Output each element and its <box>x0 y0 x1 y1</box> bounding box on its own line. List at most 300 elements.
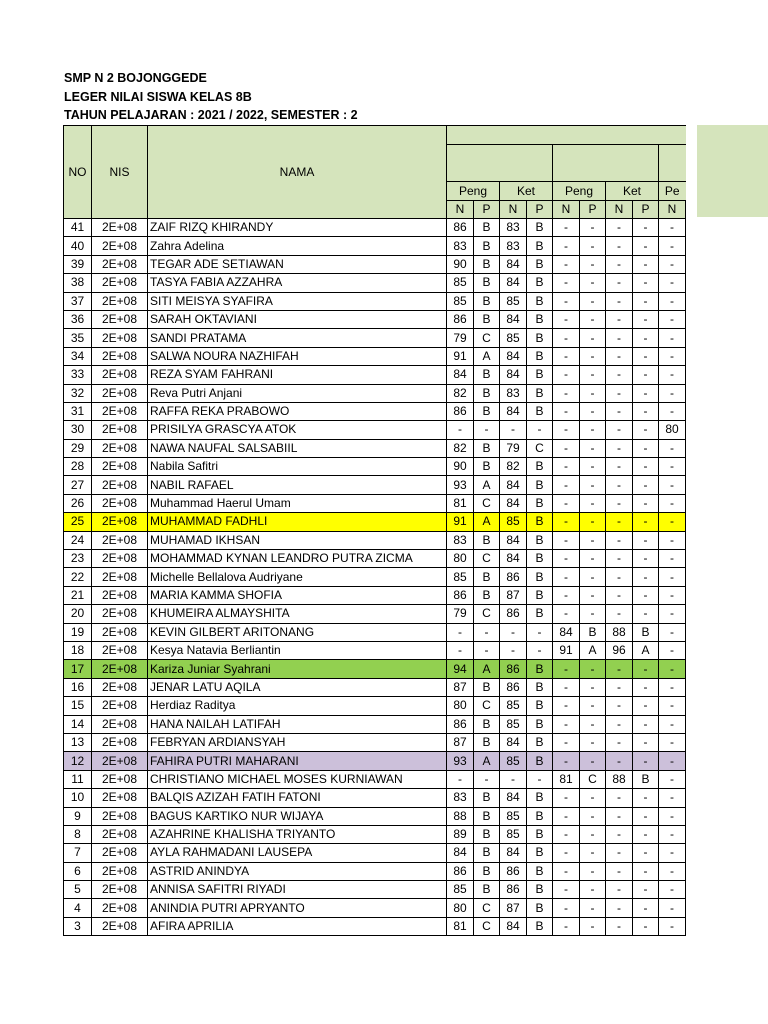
grade-cell: - <box>633 825 659 843</box>
table-row <box>64 789 686 807</box>
row-no: 36 <box>64 310 92 328</box>
row-no: 18 <box>64 641 92 659</box>
grade-cell: - <box>580 531 606 549</box>
grade-cell: - <box>580 513 606 531</box>
row-nama: Herdiaz Raditya <box>148 697 447 715</box>
grade-cell: - <box>606 697 633 715</box>
grade-cell: - <box>474 623 500 641</box>
grade-cell: B <box>527 513 553 531</box>
grade-cell: - <box>659 513 686 531</box>
grade-cell: - <box>606 550 633 568</box>
table-row <box>64 439 686 457</box>
grade-cell: 93 <box>447 752 474 770</box>
grade-cell: B <box>527 329 553 347</box>
grade-cell: 88 <box>606 770 633 788</box>
grade-cell: 84 <box>500 347 527 365</box>
grade-cell: B <box>527 844 553 862</box>
grade-cell: C <box>580 770 606 788</box>
grade-cell: - <box>606 476 633 494</box>
table-row <box>64 421 686 439</box>
grade-cell: - <box>633 844 659 862</box>
grade-cell: - <box>659 255 686 273</box>
grade-cell: 82 <box>447 439 474 457</box>
grade-cell: - <box>553 402 580 420</box>
row-no: 3 <box>64 917 92 935</box>
grade-cell: - <box>659 237 686 255</box>
grade-cell: 84 <box>553 623 580 641</box>
grade-cell: - <box>606 439 633 457</box>
grade-cell: 82 <box>447 384 474 402</box>
grade-cell: - <box>553 605 580 623</box>
grade-cell: 84 <box>500 255 527 273</box>
n-header: N <box>500 201 527 219</box>
table-row <box>64 568 686 586</box>
grade-cell: - <box>580 476 606 494</box>
row-nis: 2E+08 <box>92 844 148 862</box>
p-header: P <box>527 201 553 219</box>
grade-cell: B <box>527 219 553 237</box>
grade-cell: - <box>606 844 633 862</box>
row-no: 17 <box>64 660 92 678</box>
grade-cell: - <box>659 402 686 420</box>
grade-cell: - <box>606 678 633 696</box>
grade-cell: B <box>527 568 553 586</box>
grade-cell: - <box>580 825 606 843</box>
grade-cell: - <box>633 494 659 512</box>
row-nama: PRISILYA GRASCYA ATOK <box>148 421 447 439</box>
row-no: 39 <box>64 255 92 273</box>
grade-cell: - <box>659 715 686 733</box>
grade-cell: - <box>633 678 659 696</box>
grade-cell: 90 <box>447 255 474 273</box>
row-no: 32 <box>64 384 92 402</box>
grade-cell: 86 <box>500 678 527 696</box>
grade-cell: - <box>633 862 659 880</box>
row-no: 37 <box>64 292 92 310</box>
grade-cell: - <box>659 274 686 292</box>
grade-cell: B <box>527 605 553 623</box>
grade-cell: - <box>553 439 580 457</box>
grade-cell: B <box>527 402 553 420</box>
row-nama: BAGUS KARTIKO NUR WIJAYA <box>148 807 447 825</box>
grade-cell: - <box>659 623 686 641</box>
row-nis: 2E+08 <box>92 513 148 531</box>
grade-cell: - <box>553 274 580 292</box>
n-header: N <box>447 201 474 219</box>
grade-cell: A <box>474 476 500 494</box>
table-row <box>64 586 686 604</box>
row-nis: 2E+08 <box>92 255 148 273</box>
row-no: 33 <box>64 366 92 384</box>
table-row <box>64 237 686 255</box>
table-row <box>64 513 686 531</box>
grade-cell: B <box>474 678 500 696</box>
grade-cell: 79 <box>447 329 474 347</box>
grade-cell: - <box>580 494 606 512</box>
grade-cell: A <box>474 660 500 678</box>
grade-cell: - <box>606 329 633 347</box>
grade-cell: - <box>633 310 659 328</box>
row-nama: AFIRA APRILIA <box>148 917 447 935</box>
grade-cell: - <box>500 641 527 659</box>
grade-cell: - <box>633 476 659 494</box>
grade-cell: 90 <box>447 458 474 476</box>
grade-cell: - <box>553 219 580 237</box>
grade-cell: B <box>633 623 659 641</box>
grade-cell: - <box>606 807 633 825</box>
table-row <box>64 550 686 568</box>
grade-cell: - <box>633 458 659 476</box>
p-header: P <box>633 201 659 219</box>
grade-cell: 94 <box>447 660 474 678</box>
grade-cell: B <box>474 844 500 862</box>
grade-cell: 80 <box>447 899 474 917</box>
grade-cell: A <box>633 641 659 659</box>
grade-cell: - <box>553 292 580 310</box>
grade-cell: - <box>606 605 633 623</box>
ket-header-1: Ket <box>500 182 553 201</box>
grade-cell: 85 <box>447 881 474 899</box>
grade-cell: - <box>633 752 659 770</box>
row-no: 19 <box>64 623 92 641</box>
col-no: NO <box>64 126 92 219</box>
row-nis: 2E+08 <box>92 384 148 402</box>
grade-cell: - <box>580 255 606 273</box>
row-nis: 2E+08 <box>92 347 148 365</box>
row-nama: TEGAR ADE SETIAWAN <box>148 255 447 273</box>
row-nama: Zahra Adelina <box>148 237 447 255</box>
grade-cell: - <box>659 789 686 807</box>
row-nis: 2E+08 <box>92 586 148 604</box>
grade-cell: - <box>553 366 580 384</box>
grade-cell: - <box>633 917 659 935</box>
grade-cell: 86 <box>500 568 527 586</box>
row-no: 29 <box>64 439 92 457</box>
grade-cell: B <box>474 219 500 237</box>
grade-cell: - <box>606 513 633 531</box>
row-nama: AYLA RAHMADANI LAUSEPA <box>148 844 447 862</box>
grade-cell: - <box>659 586 686 604</box>
grade-cell: - <box>633 384 659 402</box>
grade-cell: - <box>659 384 686 402</box>
row-nis: 2E+08 <box>92 219 148 237</box>
grade-cell: - <box>580 752 606 770</box>
grade-cell: 84 <box>447 844 474 862</box>
grade-cell: - <box>606 255 633 273</box>
grade-cell: - <box>633 660 659 678</box>
row-nama: MOHAMMAD KYNAN LEANDRO PUTRA ZICMA <box>148 550 447 568</box>
table-header <box>64 126 686 219</box>
table-row <box>64 366 686 384</box>
row-nama: Michelle Bellalova Audriyane <box>148 568 447 586</box>
grade-cell: B <box>527 752 553 770</box>
subject-2-header <box>553 145 659 182</box>
grade-cell: 93 <box>447 476 474 494</box>
grade-cell: B <box>527 715 553 733</box>
grade-cell: B <box>474 310 500 328</box>
grade-cell: - <box>633 255 659 273</box>
grade-cell: C <box>474 917 500 935</box>
row-nama: ASTRID ANINDYA <box>148 862 447 880</box>
row-nama: REZA SYAM FAHRANI <box>148 366 447 384</box>
grade-cell: - <box>580 881 606 899</box>
p-header: P <box>474 201 500 219</box>
grade-cell: - <box>633 899 659 917</box>
grade-cell: - <box>447 641 474 659</box>
row-no: 31 <box>64 402 92 420</box>
grade-cell: - <box>580 733 606 751</box>
row-nama: Kariza Juniar Syahrani <box>148 660 447 678</box>
grade-cell: B <box>474 255 500 273</box>
grade-cell: C <box>474 899 500 917</box>
row-nama: Nabila Safitri <box>148 458 447 476</box>
grade-cell: B <box>527 862 553 880</box>
row-nama: HANA NAILAH LATIFAH <box>148 715 447 733</box>
row-no: 11 <box>64 770 92 788</box>
grade-cell: C <box>474 550 500 568</box>
grade-cell: - <box>553 789 580 807</box>
grade-cell: - <box>500 770 527 788</box>
grade-cell: B <box>527 531 553 549</box>
grade-cell: 85 <box>500 715 527 733</box>
row-nis: 2E+08 <box>92 770 148 788</box>
grade-cell: - <box>580 586 606 604</box>
grade-cell: B <box>527 458 553 476</box>
row-nis: 2E+08 <box>92 697 148 715</box>
grade-cell: - <box>580 678 606 696</box>
row-nis: 2E+08 <box>92 292 148 310</box>
grade-cell: 84 <box>447 366 474 384</box>
row-nis: 2E+08 <box>92 623 148 641</box>
row-nama: RAFFA REKA PRABOWO <box>148 402 447 420</box>
grade-cell: B <box>633 770 659 788</box>
grade-cell: - <box>527 623 553 641</box>
grade-cell: - <box>580 292 606 310</box>
grade-cell: B <box>474 237 500 255</box>
table-row <box>64 678 686 696</box>
header-overflow-fill <box>697 125 768 217</box>
grade-cell: - <box>553 862 580 880</box>
grade-cell: 83 <box>500 384 527 402</box>
grade-cell: 84 <box>500 550 527 568</box>
grade-cell: - <box>633 697 659 715</box>
table-row <box>64 752 686 770</box>
grade-cell: 81 <box>447 917 474 935</box>
grade-cell: - <box>553 531 580 549</box>
table-row <box>64 310 686 328</box>
grade-cell: - <box>633 237 659 255</box>
grade-cell: 85 <box>447 568 474 586</box>
row-nama: BALQIS AZIZAH FATIH FATONI <box>148 789 447 807</box>
grade-cell: - <box>500 623 527 641</box>
table-row <box>64 329 686 347</box>
grade-cell: - <box>474 770 500 788</box>
grade-cell: 88 <box>447 807 474 825</box>
grade-cell: B <box>527 899 553 917</box>
grade-cell: 86 <box>500 881 527 899</box>
grade-cell: B <box>527 881 553 899</box>
grade-cell: - <box>633 219 659 237</box>
grade-cell: - <box>633 421 659 439</box>
grade-cell: - <box>580 568 606 586</box>
grade-cell: - <box>659 697 686 715</box>
table-row <box>64 844 686 862</box>
grade-cell: - <box>553 660 580 678</box>
grade-cell: B <box>474 715 500 733</box>
row-nama: FEBRYAN ARDIANSYAH <box>148 733 447 751</box>
table-row <box>64 825 686 843</box>
grade-cell: 87 <box>447 678 474 696</box>
row-nama: SANDI PRATAMA <box>148 329 447 347</box>
grade-cell: - <box>659 917 686 935</box>
grade-cell: - <box>606 715 633 733</box>
row-nama: NAWA NAUFAL SALSABIIL <box>148 439 447 457</box>
table-body <box>64 219 686 936</box>
table-row <box>64 623 686 641</box>
subject-group-header <box>447 126 686 145</box>
grade-cell: 86 <box>447 586 474 604</box>
grade-cell: 84 <box>500 310 527 328</box>
grade-cell: - <box>659 844 686 862</box>
peng-header-2: Peng <box>553 182 606 201</box>
peng-header-1: Peng <box>447 182 500 201</box>
grade-cell: - <box>447 623 474 641</box>
grade-cell: B <box>474 402 500 420</box>
table-row <box>64 697 686 715</box>
grade-cell: - <box>553 458 580 476</box>
grade-cell: C <box>527 439 553 457</box>
grade-cell: 83 <box>447 237 474 255</box>
row-nis: 2E+08 <box>92 366 148 384</box>
table-row <box>64 476 686 494</box>
grade-cell: B <box>474 439 500 457</box>
row-nama: KEVIN GILBERT ARITONANG <box>148 623 447 641</box>
pe-header-3: Pe <box>659 182 686 201</box>
grade-cell: 80 <box>659 421 686 439</box>
grade-cell: - <box>474 421 500 439</box>
grade-cell: - <box>553 421 580 439</box>
grade-cell: - <box>659 605 686 623</box>
grade-cell: B <box>474 862 500 880</box>
row-nama: KHUMEIRA ALMAYSHITA <box>148 605 447 623</box>
grade-cell: - <box>580 237 606 255</box>
row-nama: SALWA NOURA NAZHIFAH <box>148 347 447 365</box>
grade-cell: 85 <box>500 329 527 347</box>
grade-cell: - <box>447 770 474 788</box>
table-row <box>64 274 686 292</box>
grade-cell: - <box>633 366 659 384</box>
grade-cell: - <box>580 458 606 476</box>
row-nama: Kesya Natavia Berliantin <box>148 641 447 659</box>
grade-cell: B <box>474 531 500 549</box>
table-row <box>64 458 686 476</box>
row-no: 35 <box>64 329 92 347</box>
grade-cell: 85 <box>447 274 474 292</box>
grade-cell: B <box>527 550 553 568</box>
grade-cell: 87 <box>500 586 527 604</box>
grade-cell: 82 <box>500 458 527 476</box>
grade-cell: 83 <box>500 219 527 237</box>
row-nis: 2E+08 <box>92 715 148 733</box>
grade-cell: 89 <box>447 825 474 843</box>
grade-cell: - <box>659 531 686 549</box>
grade-cell: 91 <box>553 641 580 659</box>
table-row <box>64 733 686 751</box>
row-no: 10 <box>64 789 92 807</box>
n-header: N <box>659 201 686 219</box>
grade-cell: 84 <box>500 366 527 384</box>
grade-cell: - <box>659 476 686 494</box>
row-nis: 2E+08 <box>92 899 148 917</box>
grade-cell: - <box>580 862 606 880</box>
grade-cell: - <box>553 586 580 604</box>
row-no: 21 <box>64 586 92 604</box>
grade-cell: - <box>633 329 659 347</box>
grade-cell: 84 <box>500 733 527 751</box>
row-nis: 2E+08 <box>92 807 148 825</box>
row-nis: 2E+08 <box>92 568 148 586</box>
row-nama: MUHAMMAD FADHLI <box>148 513 447 531</box>
grade-cell: 79 <box>447 605 474 623</box>
table-row <box>64 384 686 402</box>
row-no: 4 <box>64 899 92 917</box>
grade-cell: 85 <box>500 752 527 770</box>
row-nama: SARAH OKTAVIANI <box>148 310 447 328</box>
row-no: 13 <box>64 733 92 751</box>
grade-cell: A <box>474 752 500 770</box>
grade-cell: 86 <box>447 715 474 733</box>
grade-cell: 80 <box>447 550 474 568</box>
grade-cell: - <box>527 421 553 439</box>
grade-cell: 96 <box>606 641 633 659</box>
row-nama: ANNISA SAFITRI RIYADI <box>148 881 447 899</box>
row-no: 23 <box>64 550 92 568</box>
grade-cell: - <box>659 733 686 751</box>
grade-cell: - <box>553 715 580 733</box>
row-nama: FAHIRA PUTRI MAHARANI <box>148 752 447 770</box>
grade-cell: - <box>553 807 580 825</box>
grade-cell: - <box>553 310 580 328</box>
grade-cell: - <box>659 347 686 365</box>
table-row <box>64 531 686 549</box>
row-nis: 2E+08 <box>92 605 148 623</box>
row-nama: MUHAMAD IKHSAN <box>148 531 447 549</box>
grade-cell: - <box>633 733 659 751</box>
grade-cell: 91 <box>447 347 474 365</box>
grade-cell: - <box>580 605 606 623</box>
grade-cell: - <box>553 697 580 715</box>
row-no: 30 <box>64 421 92 439</box>
grade-cell: - <box>633 605 659 623</box>
grades-table <box>63 125 686 936</box>
grade-cell: A <box>580 641 606 659</box>
grade-cell: 85 <box>500 292 527 310</box>
row-nis: 2E+08 <box>92 641 148 659</box>
grade-cell: - <box>553 678 580 696</box>
table-row <box>64 881 686 899</box>
grade-cell: - <box>580 899 606 917</box>
row-no: 25 <box>64 513 92 531</box>
grade-cell: B <box>474 292 500 310</box>
grade-cell: B <box>527 366 553 384</box>
row-no: 22 <box>64 568 92 586</box>
grade-cell: 85 <box>500 513 527 531</box>
grade-cell: - <box>580 807 606 825</box>
grade-cell: - <box>606 292 633 310</box>
grade-cell: - <box>659 660 686 678</box>
row-no: 5 <box>64 881 92 899</box>
grade-cell: - <box>580 789 606 807</box>
